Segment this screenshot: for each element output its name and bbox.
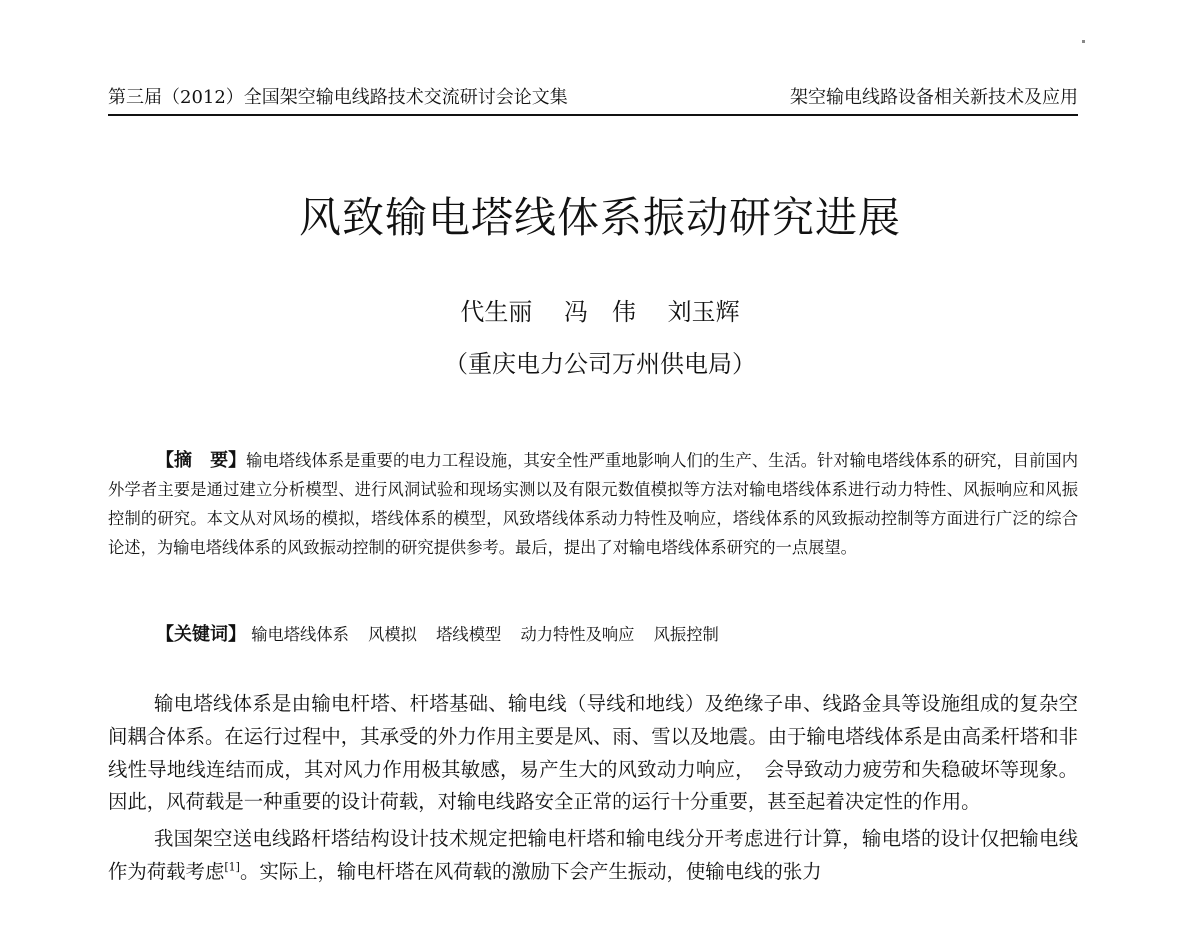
- body-text-segment: 。实际上，输电杆塔在风荷载的激励下会产生振动，使输电线的张力: [239, 859, 822, 883]
- keyword: 风模拟: [368, 625, 417, 644]
- author-list: [0, 296, 1200, 328]
- keywords-label: 【关键词】: [156, 624, 246, 645]
- scan-mark: [1082, 40, 1085, 43]
- keywords: [156, 620, 733, 649]
- abstract-text: 输电塔线体系是重要的电力工程设施，其安全性严重地影响人们的生产、生活。针对输电塔线体系的研究，目前国内外学者主要是通过建立分析模型、进行风洞试验和现场实测以及有限元数值模拟等方法对输电塔线体系进行动力特性、风振响应和风振控制的研究。本文从对风场的模拟，塔线体系的模型，风致塔线体系动力特性及响应，塔线体系的风致振动控制等方面进行广泛的综合论述，为输电塔线体系的风致振动控制的研究提供参考。最后，提出了对输电塔线体系研究的一点展望。: [108, 451, 1078, 557]
- abstract-paragraph: [108, 446, 1078, 562]
- author-affiliation: （重庆电力公司万州供电局）: [444, 350, 756, 378]
- body-paragraph: 输电塔线体系是由输电杆塔、杆塔基础、输电线（导线和地线）及绝缘子串、线路金具等设施组成的复杂空间耦合体系。在运行过程中，其承受的外力作用主要是风、雨、雪以及地震。由于输电塔线体系是由高柔杆塔和非线性导地线连结而成，其对风力作用极其敏感，易产生大的风致动力响应， 会导致动力疲劳和失稳破坏等现象。因此，风荷载是一种重要的设计荷载，对输电线路安全正常的运行十分重要，甚至起着决定性的作用。: [108, 692, 1078, 814]
- header-proceedings-title: 第三届（2012）全国架空输电线路技术交流研讨会论文集: [108, 87, 568, 108]
- running-header: [108, 84, 1078, 116]
- abstract: [108, 446, 1078, 562]
- keyword: 动力特性及响应: [520, 625, 635, 644]
- author-name: 冯 伟: [564, 298, 636, 326]
- paper-title: 风致输电塔线体系振动研究进展: [298, 193, 901, 242]
- header-section-title: 架空输电线路设备相关新技术及应用: [790, 87, 1078, 108]
- citation-reference[interactable]: [1]: [224, 860, 240, 874]
- author-name: 刘玉辉: [667, 298, 740, 326]
- keyword: 塔线模型: [436, 625, 502, 644]
- body-text-segment: 我国架空送电线路杆塔结构设计技术规定把输电杆塔和输电线分开考虑进行计算，输电塔的设计仅把输电线作为荷载考虑: [108, 827, 1078, 883]
- keyword: 输电塔线体系: [251, 625, 349, 644]
- body-text: [108, 688, 1078, 893]
- body-paragraph: [108, 823, 1078, 889]
- abstract-label: 【摘 要】: [156, 450, 247, 471]
- author-name: 代生丽: [460, 298, 533, 326]
- keyword: 风振控制: [653, 625, 719, 644]
